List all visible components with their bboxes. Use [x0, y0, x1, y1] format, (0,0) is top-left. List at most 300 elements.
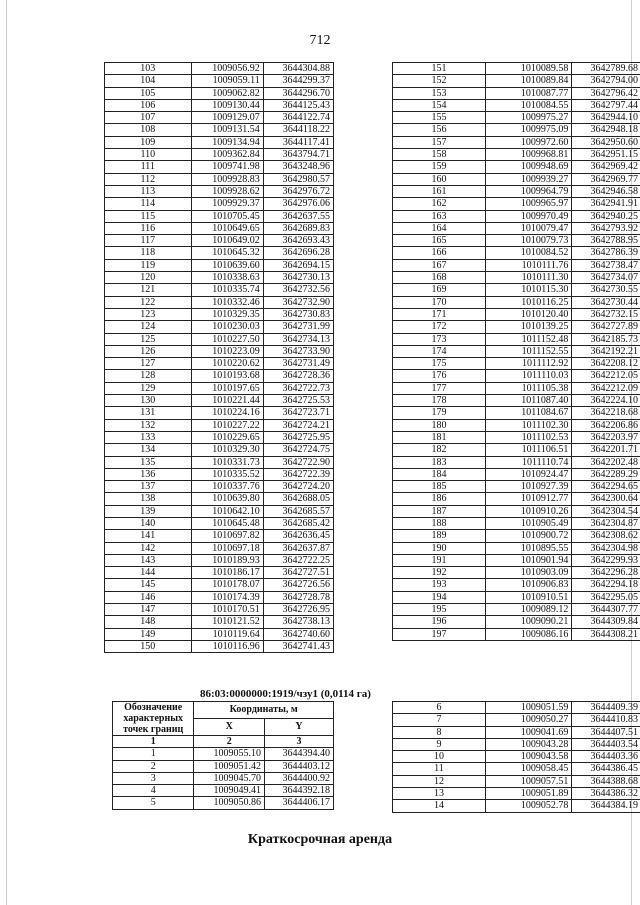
x-coordinate-cell: 1009086.16	[486, 628, 572, 640]
x-coordinate-cell: 1010642.10	[191, 505, 263, 517]
y-coordinate-cell: 3642730.44	[572, 296, 640, 308]
x-coordinate-cell: 1010084.52	[486, 247, 572, 259]
table-row	[105, 235, 334, 247]
point-number-cell: 186	[393, 493, 486, 505]
point-number-cell: 148	[105, 616, 192, 628]
table-row	[105, 210, 334, 222]
y-coordinate-cell: 3642294.18	[572, 579, 640, 591]
table-row	[105, 395, 334, 407]
point-number-cell: 108	[105, 124, 192, 136]
y-coordinate-cell: 3642786.39	[572, 247, 640, 259]
x-coordinate-cell: 1010197.65	[191, 382, 263, 394]
point-number-cell: 147	[105, 604, 192, 616]
table-row	[393, 493, 640, 505]
point-number-cell: 1	[113, 748, 194, 760]
table-row	[105, 63, 334, 75]
table-row	[393, 296, 640, 308]
y-coordinate-cell: 3642730.13	[263, 272, 333, 284]
y-coordinate-cell: 3642969.77	[572, 173, 640, 185]
point-number-cell: 124	[105, 321, 192, 333]
x-coordinate-cell: 1010115.30	[486, 284, 572, 296]
table-row	[105, 431, 334, 443]
header-coordinates: Координаты, м	[194, 702, 334, 719]
point-number-cell: 103	[105, 63, 192, 75]
y-coordinate-cell: 3642294.65	[572, 481, 640, 493]
table-row	[393, 530, 640, 542]
table-row	[105, 382, 334, 394]
table-row	[393, 247, 640, 259]
point-number-cell: 109	[105, 136, 192, 148]
point-number-cell: 156	[393, 124, 486, 136]
x-coordinate-cell: 1010111.76	[486, 259, 572, 271]
y-coordinate-cell: 3642212.09	[572, 382, 640, 394]
y-coordinate-cell: 3642206.86	[572, 419, 640, 431]
table-row	[105, 284, 334, 296]
point-number-cell: 118	[105, 247, 192, 259]
y-coordinate-cell: 3642733.90	[263, 345, 333, 357]
x-coordinate-cell: 1009043.28	[485, 738, 571, 750]
point-number-cell: 185	[393, 481, 486, 493]
y-coordinate-cell: 3642289.29	[572, 468, 640, 480]
y-coordinate-cell: 3642788.95	[572, 235, 640, 247]
x-coordinate-cell: 1010338.63	[191, 272, 263, 284]
table-row	[105, 444, 334, 456]
point-number-cell: 2	[113, 760, 194, 772]
table-row	[105, 554, 334, 566]
x-coordinate-cell: 1010639.80	[191, 493, 263, 505]
x-coordinate-cell: 1010645.48	[191, 517, 263, 529]
point-number-cell: 164	[393, 222, 486, 234]
x-coordinate-cell: 1009928.83	[191, 173, 263, 185]
x-coordinate-cell: 1009965.97	[486, 198, 572, 210]
x-coordinate-cell: 1011102.53	[486, 431, 572, 443]
point-number-cell: 180	[393, 419, 486, 431]
x-coordinate-cell: 1010229.65	[191, 431, 263, 443]
table-row	[393, 407, 640, 419]
header-numbering: 1	[113, 736, 194, 748]
point-number-cell: 197	[393, 628, 486, 640]
y-coordinate-cell: 3642976.72	[263, 185, 333, 197]
point-number-cell: 125	[105, 333, 192, 345]
y-coordinate-cell: 3644299.37	[263, 75, 333, 87]
table-row	[105, 530, 334, 542]
x-coordinate-cell: 1010329.35	[191, 308, 263, 320]
x-coordinate-cell: 1010111.30	[486, 272, 572, 284]
x-coordinate-cell: 1010331.73	[191, 456, 263, 468]
table-row	[105, 542, 334, 554]
x-coordinate-cell: 1009130.44	[191, 99, 263, 111]
table-row	[393, 726, 640, 738]
page-number: 712	[309, 33, 331, 48]
table-row	[105, 272, 334, 284]
x-coordinate-cell: 1010189.93	[191, 554, 263, 566]
table-row	[393, 431, 640, 443]
y-coordinate-cell: 3644118.22	[263, 124, 333, 136]
table-row	[393, 370, 640, 382]
x-coordinate-cell: 1011087.40	[486, 395, 572, 407]
point-number-cell: 179	[393, 407, 486, 419]
y-coordinate-cell: 3642203.97	[572, 431, 640, 443]
point-number-cell: 184	[393, 468, 486, 480]
point-number-cell: 9	[393, 738, 486, 750]
table-row	[393, 284, 640, 296]
point-number-cell: 145	[105, 579, 192, 591]
point-number-cell: 144	[105, 567, 192, 579]
y-coordinate-cell: 3642797.44	[572, 99, 640, 111]
point-number-cell: 192	[393, 567, 486, 579]
table-row	[393, 235, 640, 247]
point-number-cell: 5	[113, 797, 194, 809]
x-coordinate-cell: 1010224.16	[191, 407, 263, 419]
x-coordinate-cell: 1009045.70	[194, 772, 265, 784]
point-number-cell: 175	[393, 358, 486, 370]
y-coordinate-cell: 3643794.71	[263, 149, 333, 161]
x-coordinate-cell: 1010906.83	[486, 579, 572, 591]
table-row	[113, 772, 334, 784]
y-coordinate-cell: 3642722.39	[263, 468, 333, 480]
point-number-cell: 194	[393, 591, 486, 603]
table-row	[105, 198, 334, 210]
y-coordinate-cell: 3644403.54	[572, 738, 640, 750]
header-y: Y	[265, 719, 334, 736]
table-row	[393, 579, 640, 591]
x-coordinate-cell: 1009948.69	[486, 161, 572, 173]
table-row	[393, 542, 640, 554]
y-coordinate-cell: 3642688.05	[263, 493, 333, 505]
table-row	[393, 567, 640, 579]
table-row	[393, 161, 640, 173]
y-coordinate-cell: 3642969.42	[572, 161, 640, 173]
x-coordinate-cell: 1009043.58	[485, 751, 571, 763]
table-row	[105, 333, 334, 345]
point-number-cell: 6	[393, 702, 486, 714]
y-coordinate-cell: 3642727.89	[572, 321, 640, 333]
x-coordinate-cell: 1010087.77	[486, 87, 572, 99]
point-number-cell: 159	[393, 161, 486, 173]
point-number-cell: 131	[105, 407, 192, 419]
point-number-cell: 137	[105, 481, 192, 493]
y-coordinate-cell: 3644388.68	[572, 775, 640, 787]
point-number-cell: 112	[105, 173, 192, 185]
y-coordinate-cell: 3642734.13	[263, 333, 333, 345]
y-coordinate-cell: 3642295.05	[572, 591, 640, 603]
x-coordinate-cell: 1010912.77	[486, 493, 572, 505]
table-row	[393, 714, 640, 726]
x-coordinate-cell: 1009062.82	[191, 87, 263, 99]
point-number-cell: 151	[393, 63, 486, 75]
table-row	[105, 149, 334, 161]
y-coordinate-cell: 3642723.71	[263, 407, 333, 419]
table-row	[105, 124, 334, 136]
point-number-cell: 7	[393, 714, 486, 726]
point-number-cell: 146	[105, 591, 192, 603]
table-row	[105, 419, 334, 431]
point-number-cell: 183	[393, 456, 486, 468]
y-coordinate-cell: 3642731.49	[263, 358, 333, 370]
x-coordinate-cell: 1010089.84	[486, 75, 572, 87]
table-row	[393, 124, 640, 136]
x-coordinate-cell: 1009968.81	[486, 149, 572, 161]
y-coordinate-cell: 3642637.87	[263, 542, 333, 554]
x-coordinate-cell: 1009929.37	[191, 198, 263, 210]
table-row	[393, 775, 640, 787]
point-number-cell: 139	[105, 505, 192, 517]
x-coordinate-cell: 1010335.74	[191, 284, 263, 296]
x-coordinate-cell: 1010193.68	[191, 370, 263, 382]
x-coordinate-cell: 1009939.27	[486, 173, 572, 185]
x-coordinate-cell: 1010227.50	[191, 333, 263, 345]
y-coordinate-cell: 3642789.68	[572, 63, 640, 75]
y-coordinate-cell: 3642950.60	[572, 136, 640, 148]
y-coordinate-cell: 3642308.62	[572, 530, 640, 542]
table-row	[113, 748, 334, 760]
point-number-cell: 8	[393, 726, 486, 738]
y-coordinate-cell: 3642732.90	[263, 296, 333, 308]
point-number-cell: 176	[393, 370, 486, 382]
y-coordinate-cell: 3642725.53	[263, 395, 333, 407]
x-coordinate-cell: 1010139.25	[486, 321, 572, 333]
header-x: X	[194, 719, 265, 736]
y-coordinate-cell: 3644296.70	[263, 87, 333, 99]
y-coordinate-cell: 3642944.10	[572, 112, 640, 124]
x-coordinate-cell: 1010116.25	[486, 296, 572, 308]
table-row	[105, 173, 334, 185]
table-row	[105, 75, 334, 87]
point-number-cell: 140	[105, 517, 192, 529]
point-number-cell: 178	[393, 395, 486, 407]
y-coordinate-cell: 3642951.15	[572, 149, 640, 161]
x-coordinate-cell: 1010120.40	[486, 308, 572, 320]
table-row	[393, 198, 640, 210]
table-row	[393, 456, 640, 468]
y-coordinate-cell: 3642637.55	[263, 210, 333, 222]
x-coordinate-cell: 1011110.03	[486, 370, 572, 382]
x-coordinate-cell: 1010905.49	[486, 517, 572, 529]
y-coordinate-cell: 3642796.42	[572, 87, 640, 99]
table-row	[393, 222, 640, 234]
table-row	[393, 136, 640, 148]
table-row	[393, 444, 640, 456]
point-number-cell: 182	[393, 444, 486, 456]
x-coordinate-cell: 1010910.51	[486, 591, 572, 603]
coordinates-table-left	[104, 62, 334, 653]
y-coordinate-cell: 3644122.74	[263, 112, 333, 124]
y-coordinate-cell: 3642636.45	[263, 530, 333, 542]
point-number-cell: 127	[105, 358, 192, 370]
table-row	[105, 616, 334, 628]
table-row	[393, 185, 640, 197]
table-row	[105, 591, 334, 603]
y-coordinate-cell: 3642794.00	[572, 75, 640, 87]
x-coordinate-cell: 1010174.39	[191, 591, 263, 603]
point-number-cell: 149	[105, 628, 192, 640]
x-coordinate-cell: 1009050.86	[194, 797, 265, 809]
coordinates-table-right	[392, 62, 640, 641]
point-number-cell: 191	[393, 554, 486, 566]
point-number-cell: 135	[105, 456, 192, 468]
x-coordinate-cell: 1009051.59	[485, 702, 571, 714]
y-coordinate-cell: 3642218.68	[572, 407, 640, 419]
x-coordinate-cell: 1010649.65	[191, 222, 263, 234]
y-coordinate-cell: 3642304.54	[572, 505, 640, 517]
y-coordinate-cell: 3642728.36	[263, 370, 333, 382]
point-number-cell: 104	[105, 75, 192, 87]
x-coordinate-cell: 1010223.09	[191, 345, 263, 357]
table-row	[393, 321, 640, 333]
x-coordinate-cell: 1010079.47	[486, 222, 572, 234]
table-row	[393, 358, 640, 370]
y-coordinate-cell: 3642693.43	[263, 235, 333, 247]
y-coordinate-cell: 3644400.92	[265, 772, 334, 784]
x-coordinate-cell: 1009970.49	[486, 210, 572, 222]
y-coordinate-cell: 3644304.88	[263, 63, 333, 75]
x-coordinate-cell: 1009089.12	[486, 604, 572, 616]
table-row	[393, 604, 640, 616]
table-row	[105, 259, 334, 271]
x-coordinate-cell: 1010332.46	[191, 296, 263, 308]
y-coordinate-cell: 3642725.95	[263, 431, 333, 443]
x-coordinate-cell: 1009964.79	[486, 185, 572, 197]
x-coordinate-cell: 1010227.22	[191, 419, 263, 431]
y-coordinate-cell: 3642724.75	[263, 444, 333, 456]
point-number-cell: 4	[113, 785, 194, 797]
y-coordinate-cell: 3644392.18	[265, 785, 334, 797]
y-coordinate-cell: 3642300.64	[572, 493, 640, 505]
x-coordinate-cell: 1010903.09	[486, 567, 572, 579]
point-number-cell: 132	[105, 419, 192, 431]
point-number-cell: 136	[105, 468, 192, 480]
y-coordinate-cell: 3642722.25	[263, 554, 333, 566]
x-coordinate-cell: 1010639.60	[191, 259, 263, 271]
x-coordinate-cell: 1010697.82	[191, 530, 263, 542]
y-coordinate-cell: 3642296.28	[572, 567, 640, 579]
x-coordinate-cell: 1010337.76	[191, 481, 263, 493]
y-coordinate-cell: 3642299.93	[572, 554, 640, 566]
table-row	[105, 112, 334, 124]
x-coordinate-cell: 1011112.92	[486, 358, 572, 370]
point-number-cell: 129	[105, 382, 192, 394]
y-coordinate-cell: 3642732.56	[263, 284, 333, 296]
table-row	[393, 308, 640, 320]
y-coordinate-cell: 3644403.12	[265, 760, 334, 772]
x-coordinate-cell: 1010705.45	[191, 210, 263, 222]
y-coordinate-cell: 3642740.60	[263, 628, 333, 640]
point-number-cell: 130	[105, 395, 192, 407]
x-coordinate-cell: 1010924.47	[486, 468, 572, 480]
table-row	[393, 395, 640, 407]
table-row	[393, 517, 640, 529]
table-row	[105, 407, 334, 419]
y-coordinate-cell: 3642202.48	[572, 456, 640, 468]
point-number-cell: 195	[393, 604, 486, 616]
y-coordinate-cell: 3642201.71	[572, 444, 640, 456]
x-coordinate-cell: 1010220.62	[191, 358, 263, 370]
table-row	[105, 222, 334, 234]
table-row	[393, 333, 640, 345]
table-row	[105, 628, 334, 640]
x-coordinate-cell: 1010895.55	[486, 542, 572, 554]
point-number-cell: 13	[393, 788, 486, 800]
x-coordinate-cell: 1010186.17	[191, 567, 263, 579]
table-row	[105, 321, 334, 333]
x-coordinate-cell: 1011152.48	[486, 333, 572, 345]
table-row	[393, 788, 640, 800]
y-coordinate-cell: 3642724.20	[263, 481, 333, 493]
x-coordinate-cell: 1009050.27	[485, 714, 571, 726]
y-coordinate-cell: 3642694.15	[263, 259, 333, 271]
point-number-cell: 196	[393, 616, 486, 628]
point-number-cell: 123	[105, 308, 192, 320]
parcel-coordinates-table	[112, 701, 334, 810]
x-coordinate-cell: 1010121.52	[191, 616, 263, 628]
point-number-cell: 11	[393, 763, 486, 775]
point-number-cell: 111	[105, 161, 192, 173]
x-coordinate-cell: 1009362.84	[191, 149, 263, 161]
point-number-cell: 155	[393, 112, 486, 124]
point-number-cell: 143	[105, 554, 192, 566]
y-coordinate-cell: 3644407.51	[572, 726, 640, 738]
y-coordinate-cell: 3644307.77	[572, 604, 640, 616]
y-coordinate-cell: 3642793.92	[572, 222, 640, 234]
point-number-cell: 107	[105, 112, 192, 124]
x-coordinate-cell: 1010910.26	[486, 505, 572, 517]
y-coordinate-cell: 3643248.96	[263, 161, 333, 173]
point-number-cell: 126	[105, 345, 192, 357]
y-coordinate-cell: 3644386.32	[572, 788, 640, 800]
x-coordinate-cell: 1010697.18	[191, 542, 263, 554]
point-number-cell: 163	[393, 210, 486, 222]
table-row	[105, 567, 334, 579]
binding-line	[6, 0, 7, 905]
y-coordinate-cell: 3642727.51	[263, 567, 333, 579]
parcel-coordinates-table-right	[392, 701, 640, 813]
y-coordinate-cell: 3642732.15	[572, 308, 640, 320]
point-number-cell: 193	[393, 579, 486, 591]
point-number-cell: 174	[393, 345, 486, 357]
x-coordinate-cell: 1011106.51	[486, 444, 572, 456]
table-row	[105, 505, 334, 517]
section-title: 86:03:0000000:1919/чзу1 (0,0114 га)	[200, 688, 371, 700]
point-number-cell: 121	[105, 284, 192, 296]
y-coordinate-cell: 3644386.45	[572, 763, 640, 775]
table-row	[393, 616, 640, 628]
table-row	[393, 419, 640, 431]
table-row	[393, 272, 640, 284]
point-number-cell: 173	[393, 333, 486, 345]
y-coordinate-cell: 3642185.73	[572, 333, 640, 345]
point-number-cell: 172	[393, 321, 486, 333]
table-row	[393, 75, 640, 87]
point-number-cell: 141	[105, 530, 192, 542]
y-coordinate-cell: 3642685.57	[263, 505, 333, 517]
point-number-cell: 134	[105, 444, 192, 456]
y-coordinate-cell: 3644409.39	[572, 702, 640, 714]
x-coordinate-cell: 1009055.10	[194, 748, 265, 760]
x-coordinate-cell: 1010927.39	[486, 481, 572, 493]
point-number-cell: 113	[105, 185, 192, 197]
y-coordinate-cell: 3642304.98	[572, 542, 640, 554]
x-coordinate-cell: 1009741.98	[191, 161, 263, 173]
point-number-cell: 161	[393, 185, 486, 197]
y-coordinate-cell: 3642731.99	[263, 321, 333, 333]
point-number-cell: 150	[105, 640, 192, 652]
point-number-cell: 3	[113, 772, 194, 784]
y-coordinate-cell: 3642726.95	[263, 604, 333, 616]
point-number-cell: 166	[393, 247, 486, 259]
x-coordinate-cell: 1009041.69	[485, 726, 571, 738]
y-coordinate-cell: 3642946.58	[572, 185, 640, 197]
table-row	[105, 517, 334, 529]
